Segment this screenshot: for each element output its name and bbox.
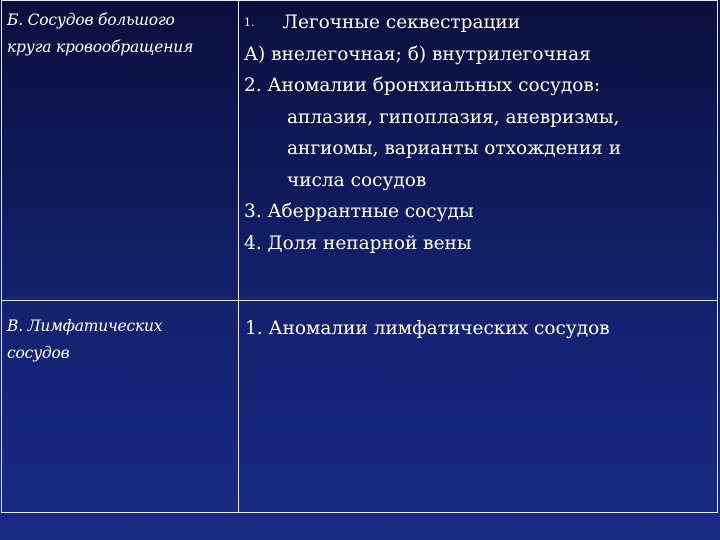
category-line-1: Б. Сосудов большого xyxy=(7,11,175,29)
azygos-lobe: 4. Доля непарной вены xyxy=(244,232,472,254)
category-cell-lymphatic xyxy=(2,301,239,513)
bronchial-detail: ангиомы, варианты отхождения и xyxy=(287,138,622,159)
bronchial-title: 2. Аномалии бронхиальных сосудов: xyxy=(244,75,601,96)
list-number: 1. xyxy=(244,16,255,29)
bronchial-detail: числа сосудов xyxy=(287,169,427,191)
sequestration-heading xyxy=(244,7,713,39)
sequestration-title: Легочные секвестрации xyxy=(282,12,521,33)
content-cell-lymphatic xyxy=(239,301,718,513)
lymphatic-anomalies: 1. Аномалии лимфатических сосудов xyxy=(245,318,610,339)
bronchial-detail: аплазия, гипоплазия, аневризмы, xyxy=(287,106,620,128)
content-cell-systemic xyxy=(239,1,718,301)
aberrant-vessels: 3. Аберрантные сосуды xyxy=(244,201,474,222)
sequestration-types: А) внелегочная; б) внутрилегочная xyxy=(244,43,591,65)
table-row-systemic xyxy=(2,1,718,301)
category-cell-systemic xyxy=(2,1,239,301)
table-row-lymphatic xyxy=(2,301,718,513)
category-line-2: круга кровообращения xyxy=(7,38,194,56)
anomalies-table xyxy=(1,0,718,513)
category-line-1: В. Лимфатических xyxy=(7,317,163,335)
category-line-2: сосудов xyxy=(7,344,70,362)
